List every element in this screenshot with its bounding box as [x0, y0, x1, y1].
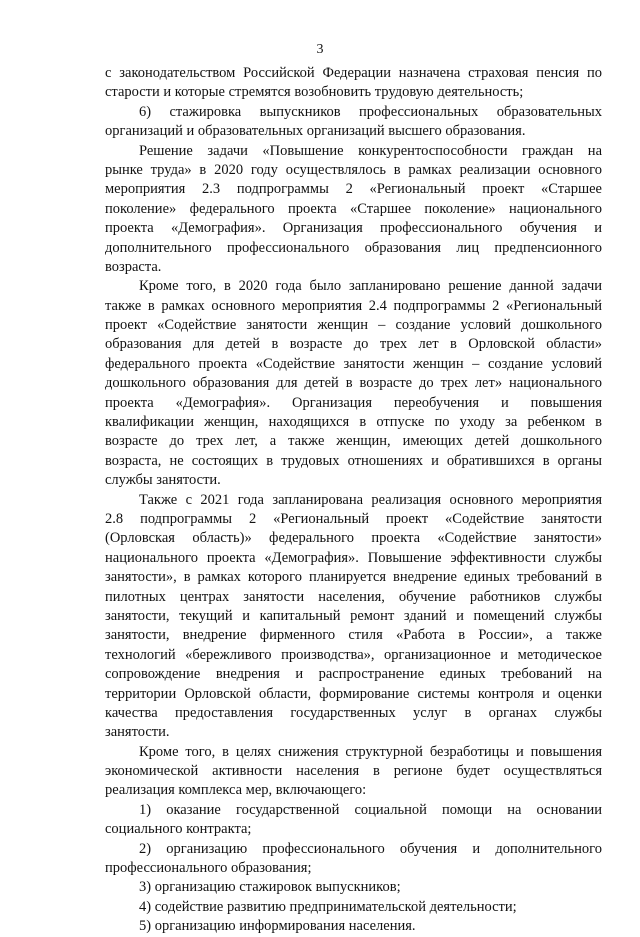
text-line: образования для детей в возрасте до трех лет в Орловской области» — [105, 336, 602, 353]
text-line: технологий «бережливого производства», организационное и методическое — [105, 646, 602, 663]
text-line: реализация комплекса мер, включающего: — [105, 782, 367, 799]
text-line: проект «Содействие занятости женщин – создание условий дошкольного — [105, 317, 602, 334]
text-line: сопровождение внедрения и распространение единых требований на — [105, 666, 602, 683]
text-line: занятости. — [105, 724, 170, 741]
text-line: 1) оказание государственной социальной помощи на основании — [139, 801, 602, 818]
text-line: 6) стажировка выпускников профессиональных образовательных — [139, 103, 602, 120]
text-line: Кроме того, в 2020 года было запланировано решение данной задачи — [139, 278, 602, 295]
text-line: национального проекта «Демография». Повышение эффективности службы — [105, 549, 602, 566]
text-line: возраста, не состоящих в трудовых отношениях и обратившихся в органы — [105, 452, 602, 469]
text-line: возрасте до трех лет, а также женщин, имеющих детей дошкольного — [105, 433, 602, 450]
text-line: 2) организацию профессионального обучения и дополнительного — [139, 840, 602, 857]
text-line: дошкольного образования для детей в возрасте до трех лет» национального — [105, 375, 602, 392]
text-line: пилотных центрах занятости населения, обучение работников службы — [105, 588, 602, 605]
text-line: федерального проекта «Содействие занятости женщин – создание условий — [105, 355, 602, 372]
text-line: мероприятия 2.3 подпрограммы 2 «Региональный проект «Старшее — [105, 181, 602, 198]
text-line: социального контракта; — [105, 821, 252, 838]
text-line: Также с 2021 года запланирована реализация основного мероприятия — [139, 491, 602, 508]
text-line: также в рамках основного мероприятия 2.4 подпрограммы 2 «Региональный — [105, 297, 602, 314]
text-line: 2.8 подпрограммы 2 «Региональный проект «Содействие занятости — [105, 510, 602, 527]
text-line: организаций и образовательных организаций высшего образования. — [105, 123, 526, 140]
text-line: занятости, текущий и капитальный ремонт зданий и помещений службы — [105, 607, 602, 624]
text-line: (Орловская область)» федерального проекта «Содействие занятости» — [105, 530, 602, 547]
text-line: 3) организацию стажировок выпускников; — [139, 879, 401, 896]
text-line: Решение задачи «Повышение конкурентоспособности граждан на — [139, 142, 602, 159]
text-line: 5) организацию информирования населения. — [139, 918, 416, 935]
text-line: старости и которые стремятся возобновить трудовую деятельность; — [105, 84, 524, 101]
text-line: территории Орловской области, формирование системы контроля и оценки — [105, 685, 602, 702]
document-body — [105, 64, 602, 937]
text-line: Кроме того, в целях снижения структурной безработицы и повышения — [139, 743, 602, 760]
text-line: качества предоставления государственных услуг в органах службы — [105, 704, 602, 721]
text-line: дополнительного профессионального образования лиц предпенсионного — [105, 239, 602, 256]
page-number: 3 — [316, 42, 324, 57]
text-line: занятости», в рамках которого планируется внедрение единых требований в — [105, 569, 602, 586]
text-line: занятости, внедрение фирменного стиля «Работа в России», а также — [105, 627, 602, 644]
text-line: возраста. — [105, 258, 162, 275]
text-line: 4) содействие развитию предпринимательской деятельности; — [139, 898, 517, 915]
text-line: экономической активности населения в регионе будет осуществляться — [105, 763, 602, 780]
text-line: службы занятости. — [105, 472, 221, 489]
text-line: проекта «Демография». Организация профессионального обучения и — [105, 220, 602, 237]
text-line: проекта «Демография». Организация переобучения и повышения — [105, 394, 602, 411]
text-line: профессионального образования; — [105, 860, 312, 877]
text-line: с законодательством Российской Федерации назначена страховая пенсия по — [105, 65, 602, 81]
text-line: рынке труда» в 2020 году осуществлялось в рамках реализации основного — [105, 161, 602, 178]
text-line: квалификации женщин, находящихся в отпуске по уходу за ребенком в — [105, 414, 602, 431]
text-line: поколение» федерального проекта «Старшее поколение» национального — [105, 200, 602, 217]
